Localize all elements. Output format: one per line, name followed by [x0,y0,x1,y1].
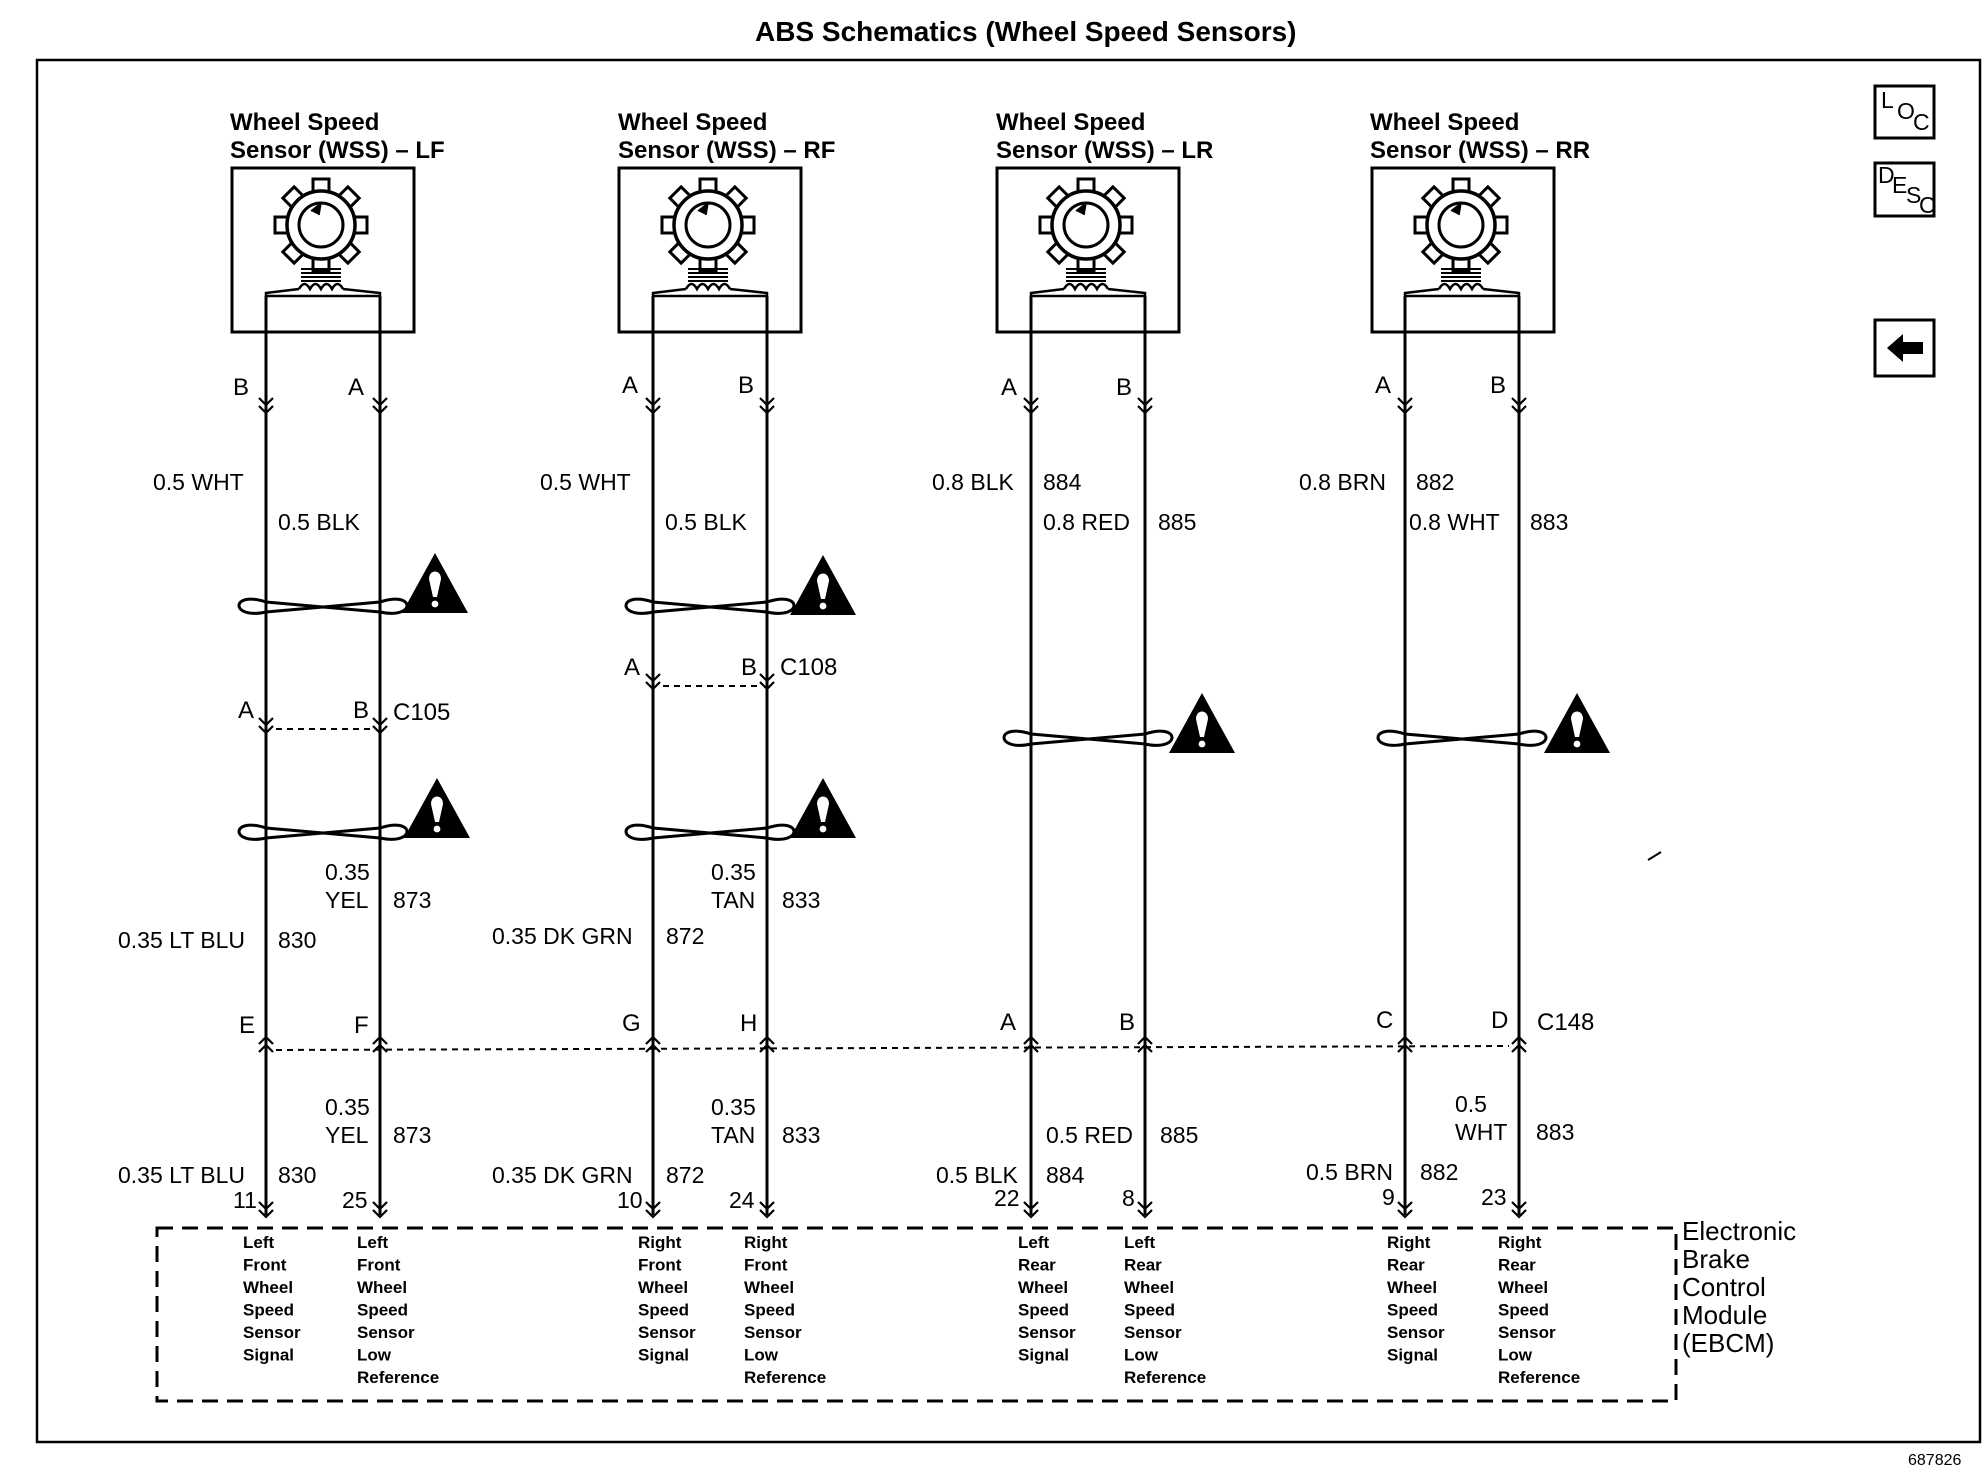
rf-signal-desc-line: Speed [638,1300,690,1320]
lr-lowref-desc-line: Reference [1124,1368,1207,1387]
rf-lowref-desc-line: Wheel [744,1278,795,1297]
rf-signal-desc-line: Wheel [638,1278,689,1297]
sensor-lr-title-line2: Sensor (WSS) – LR [996,137,1214,164]
rf-ebcm-right-label-1: 0.35 [711,1094,756,1120]
rr-signal-desc-line: Wheel [1387,1278,1438,1297]
lr-c148-pin-a: A [1000,1009,1017,1036]
rf-lowref-desc-line: Sensor [744,1323,802,1342]
c148-connector-name: C148 [1537,1009,1595,1036]
lr-upper-left-wire-label: 0.8 BLK [932,469,1014,495]
c148-connector-line [276,1046,1509,1050]
rf-mid-pin-a: A [624,654,641,681]
rf-lowref-desc-line: Reference [744,1368,827,1387]
lf-lowref-desc-line: Speed [357,1300,409,1320]
rr-lowref-desc-line: Low [1498,1345,1532,1365]
lr-lowref-desc-line: Sensor [1124,1323,1182,1342]
lr-signal-desc-line: Speed [1018,1300,1070,1320]
desc-letter-c: C [1919,192,1936,218]
caution-triangle-icon [790,778,856,838]
lf-top-pin-a: A [348,374,365,401]
rr-lowref-desc-line: Rear [1498,1255,1536,1275]
lf-signal-desc-line: Left [243,1233,275,1252]
lf-ebcm-pin-lowref: 25 [342,1187,368,1213]
lf-signal-desc-line: Front [243,1255,287,1275]
loc-letter-l: L [1881,87,1894,113]
rr-twisted-pair [1378,731,1546,745]
module-line-3: Control [1682,1272,1766,1302]
lf-ebcm-left-circuit: 830 [278,1162,317,1188]
ebcm-pin-descriptions [243,1233,1580,1387]
rr-c148-pin-d: D [1491,1007,1509,1034]
rr-signal-desc-line: Right [1387,1233,1431,1252]
lf-ebcm-left-label: 0.35 LT BLU [118,1162,246,1188]
lf-lowref-desc-line: Wheel [357,1278,408,1297]
rf-ebcm-left-circuit: 872 [666,1162,705,1188]
loc-letter-c: C [1913,109,1930,135]
rr-ebcm-left-circuit: 882 [1420,1159,1459,1185]
lf-signal-desc-line: Sensor [243,1323,301,1342]
rf-signal-desc-line: Right [638,1233,682,1252]
rf-twisted-pair-lower [626,825,794,839]
rf-ebcm-right-label-2: TAN [711,1122,756,1148]
lf-top-pin-b: B [233,374,250,401]
rf-top-pin-b: B [738,372,755,399]
desc-letter-e: E [1892,172,1908,198]
lf-lowref-desc-line: Low [357,1345,391,1365]
rr-signal-desc-line: Speed [1387,1300,1439,1320]
lf-lowref-desc-line: Sensor [357,1323,415,1342]
rr-signal-desc-line: Rear [1387,1255,1425,1275]
rf-signal-desc-line: Sensor [638,1323,696,1342]
lf-mid-pin-b: B [353,697,370,724]
rr-top-pin-a: A [1375,372,1392,399]
rr-c148-pin-c: C [1376,1007,1394,1034]
rr-signal-desc-line: Sensor [1387,1323,1445,1342]
sensor-rr-group [1299,109,1610,1217]
lr-ebcm-pin-signal: 22 [994,1185,1020,1211]
rr-lowref-desc-line: Wheel [1498,1278,1549,1297]
rr-lowref-desc-line: Speed [1498,1300,1550,1320]
lf-twisted-pair-lower [239,825,407,839]
lf-lowref-desc-line: Left [357,1233,389,1252]
lr-ebcm-left-label: 0.5 BLK [936,1162,1018,1188]
sensor-lf-title-line2: Sensor (WSS) – LF [230,137,445,164]
rr-upper-left-wire-label: 0.8 BRN [1299,469,1386,495]
rr-lowref-desc-line: Right [1498,1233,1542,1252]
lr-c148-pin-b: B [1119,1009,1136,1036]
lr-lowref-desc-line: Wheel [1124,1278,1175,1297]
loc-letter-o: O [1897,98,1915,124]
desc-letter-d: D [1878,162,1895,188]
caution-triangle-icon [402,553,468,613]
rf-upper-right-wire-label: 0.5 BLK [665,509,747,535]
lr-upper-right-wire-label: 0.8 RED [1043,509,1130,535]
lf-lowref-desc-line: Front [357,1255,401,1275]
rr-signal-desc-line: Signal [1387,1345,1439,1365]
rf-c148-pin-h: H [740,1010,758,1037]
rr-ebcm-pin-lowref: 23 [1481,1184,1507,1210]
lr-ebcm-right-circuit: 885 [1160,1122,1199,1148]
sensor-lr-title-line1: Wheel Speed [996,109,1146,136]
rf-lower-right-label-2: TAN [711,887,756,913]
lf-mid-connector-name: C105 [393,699,451,726]
page-title: ABS Schematics (Wheel Speed Sensors) [755,16,1297,47]
rf-lower-right-circuit: 833 [782,887,821,913]
rf-lowref-desc-line: Front [744,1255,788,1275]
lf-lowref-desc-line: Reference [357,1368,440,1387]
rf-ebcm-pin-lowref: 24 [729,1187,755,1213]
stray-mark [1648,852,1661,860]
lf-signal-desc-line: Signal [243,1345,295,1365]
rf-c148-pin-g: G [622,1010,641,1037]
caution-triangle-icon [404,778,470,838]
caution-triangle-icon [790,555,856,615]
lr-lowref-desc-line: Speed [1124,1300,1176,1320]
sensor-lr-group [932,109,1235,1217]
ebcm-module-label [1682,1216,1796,1358]
rf-ebcm-right-circuit: 833 [782,1122,821,1148]
rr-lowref-desc-line: Reference [1498,1368,1581,1387]
lf-signal-desc-line: Speed [243,1300,295,1320]
lf-twisted-pair-upper [239,599,407,613]
rf-signal-desc-line: Signal [638,1345,690,1365]
rf-lower-right-label-1: 0.35 [711,859,756,885]
module-line-1: Electronic [1682,1216,1797,1246]
caution-triangle-icon [1169,693,1235,753]
module-line-2: Brake [1682,1244,1750,1274]
rr-ebcm-pin-signal: 9 [1382,1184,1395,1210]
rf-mid-pin-b: B [741,654,758,681]
lr-signal-desc-line: Rear [1018,1255,1056,1275]
rf-signal-desc-line: Front [638,1255,682,1275]
rf-lower-left-circuit: 872 [666,923,705,949]
rr-top-pin-b: B [1490,372,1507,399]
sensor-lf-group [118,109,470,1217]
rr-upper-left-circuit: 882 [1416,469,1455,495]
lr-ebcm-right-label: 0.5 RED [1046,1122,1133,1148]
rf-lowref-desc-line: Low [744,1345,778,1365]
sensor-rr-title-line2: Sensor (WSS) – RR [1370,137,1591,164]
rf-ebcm-pin-signal: 10 [617,1187,643,1213]
rf-twisted-pair-upper [626,599,794,613]
lr-signal-desc-line: Sensor [1018,1323,1076,1342]
lr-upper-right-circuit: 885 [1158,509,1197,535]
lr-lowref-desc-line: Rear [1124,1255,1162,1275]
lf-c148-pin-f: F [354,1012,369,1039]
rr-ebcm-right-label-2: WHT [1455,1119,1508,1145]
lr-ebcm-left-circuit: 884 [1046,1162,1085,1188]
lr-lowref-desc-line: Left [1124,1233,1156,1252]
rf-lowref-desc-line: Right [744,1233,788,1252]
lr-signal-desc-line: Signal [1018,1345,1070,1365]
lr-signal-desc-line: Wheel [1018,1278,1069,1297]
lr-lowref-desc-line: Low [1124,1345,1158,1365]
rf-upper-left-wire-label: 0.5 WHT [540,469,631,495]
lr-twisted-pair [1004,731,1172,745]
rr-lowref-desc-line: Sensor [1498,1323,1556,1342]
lf-lower-right-label-1: 0.35 [325,859,370,885]
rf-top-pin-a: A [622,372,639,399]
rr-ebcm-right-circuit: 883 [1536,1119,1575,1145]
rf-ebcm-left-label: 0.35 DK GRN [492,1162,633,1188]
rr-ebcm-right-label-1: 0.5 [1455,1091,1487,1117]
back-button[interactable] [1875,320,1934,376]
rr-upper-right-circuit: 883 [1530,509,1569,535]
sensor-rf-title-line2: Sensor (WSS) – RF [618,137,836,164]
rf-mid-connector-name: C108 [780,654,838,681]
lf-ebcm-right-label-2: YEL [325,1122,369,1148]
lf-upper-left-wire-label: 0.5 WHT [153,469,244,495]
desc-letter-s: S [1906,182,1922,208]
lr-ebcm-pin-lowref: 8 [1122,1185,1135,1211]
lr-top-pin-a: A [1001,374,1018,401]
lf-mid-pin-a: A [238,697,255,724]
description-button[interactable] [1875,162,1936,218]
lf-lower-left-label: 0.35 LT BLU [118,927,246,953]
sensor-rr-title-line1: Wheel Speed [1370,109,1520,136]
lf-c148-pin-e: E [239,1012,256,1039]
sensor-rf-title-line1: Wheel Speed [618,109,768,136]
lr-top-pin-b: B [1116,374,1133,401]
module-line-4: Module [1682,1300,1768,1330]
lf-lower-left-circuit: 830 [278,927,317,953]
lf-upper-right-wire-label: 0.5 BLK [278,509,360,535]
location-button[interactable] [1875,86,1934,138]
caution-triangle-icon [1544,693,1610,753]
rr-ebcm-left-label: 0.5 BRN [1306,1159,1393,1185]
rf-lower-left-label: 0.35 DK GRN [492,923,633,949]
lf-ebcm-pin-signal: 11 [233,1187,257,1213]
lf-ebcm-right-circuit: 873 [393,1122,432,1148]
figure-number: 687826 [1908,1452,1962,1469]
sensor-lf-title-line1: Wheel Speed [230,109,380,136]
lr-upper-left-circuit: 884 [1043,469,1082,495]
lf-ebcm-right-label-1: 0.35 [325,1094,370,1120]
rf-lowref-desc-line: Speed [744,1300,796,1320]
lr-signal-desc-line: Left [1018,1233,1050,1252]
lf-lower-right-circuit: 873 [393,887,432,913]
rr-upper-right-wire-label: 0.8 WHT [1409,509,1500,535]
lf-signal-desc-line: Wheel [243,1278,294,1297]
module-line-5: (EBCM) [1682,1328,1775,1358]
sensor-rf-group [492,109,856,1217]
lf-lower-right-label-2: YEL [325,887,369,913]
